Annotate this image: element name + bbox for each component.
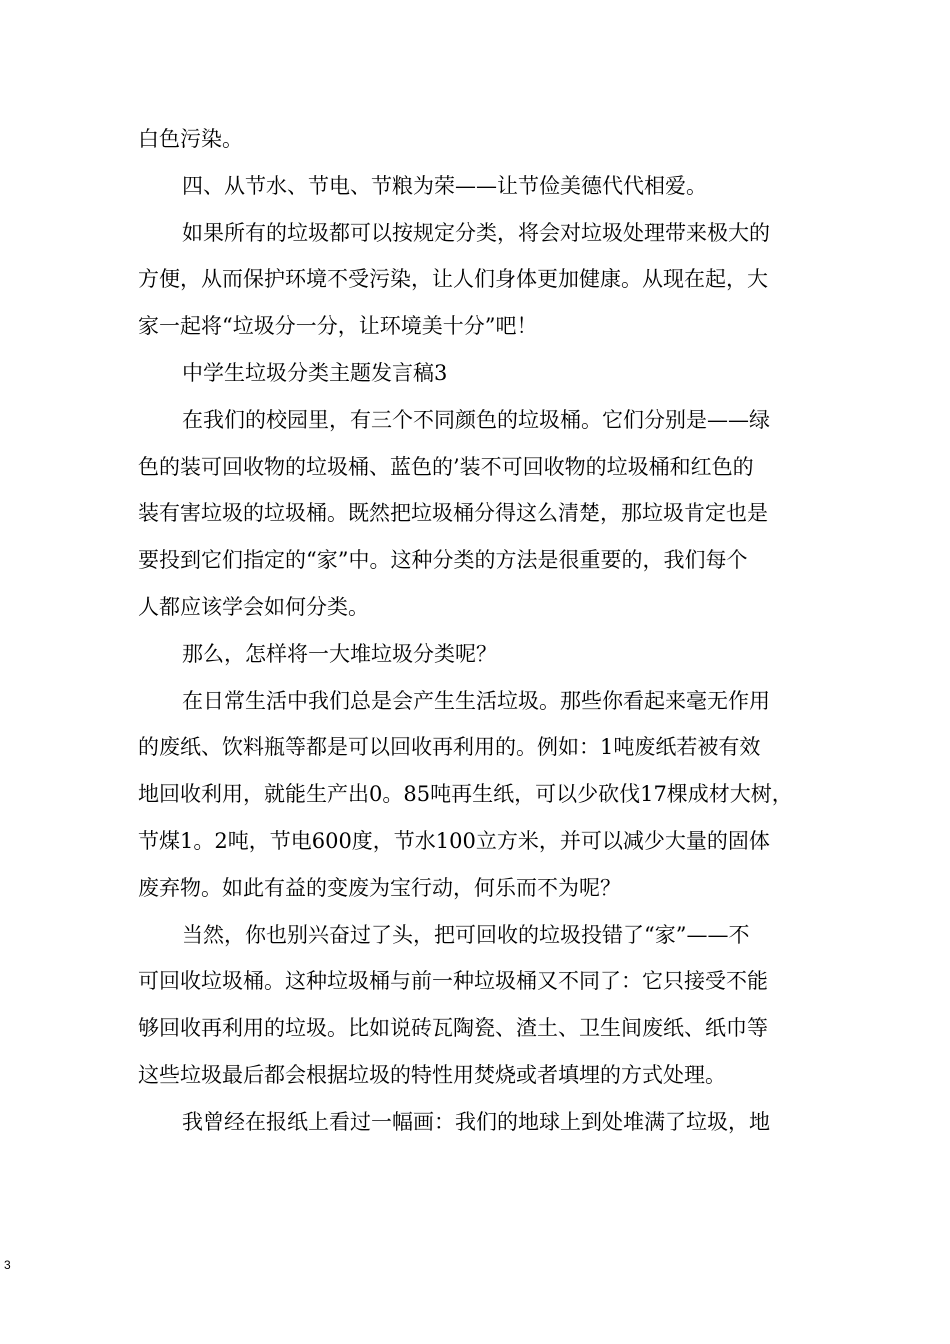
text-line: 这些垃圾最后都会根据垃圾的特性用焚烧或者填埋的方式处理。 xyxy=(138,1062,726,1087)
text-line: 家一起将“垃圾分一分，让环境美十分”吧！ xyxy=(138,314,538,339)
text-line: 当然，你也别兴奋过了头，把可回收的垃圾投错了“家”——不 xyxy=(182,922,750,947)
text-line: 在日常生活中我们总是会产生生活垃圾。那些你看起来毫无作用 xyxy=(182,688,770,713)
text-line: 节煤1。2吨，节电600度，节水100立方米，并可以减少大量的固体 xyxy=(138,828,770,853)
text-line: 够回收再利用的垃圾。比如说砖瓦陶瓷、渣土、卫生间废纸、纸巾等 xyxy=(138,1016,768,1041)
text-line: 方便，从而保护环境不受污染，让人们身体更加健康。从现在起，大 xyxy=(138,267,768,292)
text-line: 如果所有的垃圾都可以按规定分类，将会对垃圾处理带来极大的 xyxy=(182,220,770,245)
text-line: 色的装可回收物的垃圾桶、蓝色的’装不可回收物的垃圾桶和红色的 xyxy=(138,454,754,479)
text-line: 白色污染。 xyxy=(138,127,243,151)
text-line: 在我们的校园里，有三个不同颜色的垃圾桶。它们分别是——绿 xyxy=(182,407,770,432)
document-body xyxy=(138,116,820,1146)
text-line: 中学生垃圾分类主题发言稿3 xyxy=(182,360,448,385)
page-number: 3 xyxy=(4,1258,11,1272)
text-line: 我曾经在报纸上看过一幅画：我们的地球上到处堆满了垃圾，地 xyxy=(182,1109,770,1134)
text-line: 要投到它们指定的“家”中。这种分类的方法是很重要的，我们每个 xyxy=(138,548,748,573)
text-line: 人都应该学会如何分类。 xyxy=(138,594,369,619)
text-line: 可回收垃圾桶。这种垃圾桶与前一种垃圾桶又不同了：它只接受不能 xyxy=(138,969,768,994)
text-line: 那么，怎样将一大堆垃圾分类呢？ xyxy=(182,641,497,666)
text-line: 装有害垃圾的垃圾桶。既然把垃圾桶分得这么清楚，那垃圾肯定也是 xyxy=(138,501,768,526)
text-line: 四、从节水、节电、节粮为荣——让节俭美德代代相爱。 xyxy=(182,173,707,198)
text-line: 地回收利用，就能生产出0。85吨再生纸，可以少砍伐17棵成材大树， xyxy=(138,782,793,807)
text-line: 废弃物。如此有益的变废为宝行动，何乐而不为呢？ xyxy=(138,875,621,900)
text-line: 的废纸、饮料瓶等都是可以回收再利用的。例如：1吨废纸若被有效 xyxy=(138,735,761,760)
